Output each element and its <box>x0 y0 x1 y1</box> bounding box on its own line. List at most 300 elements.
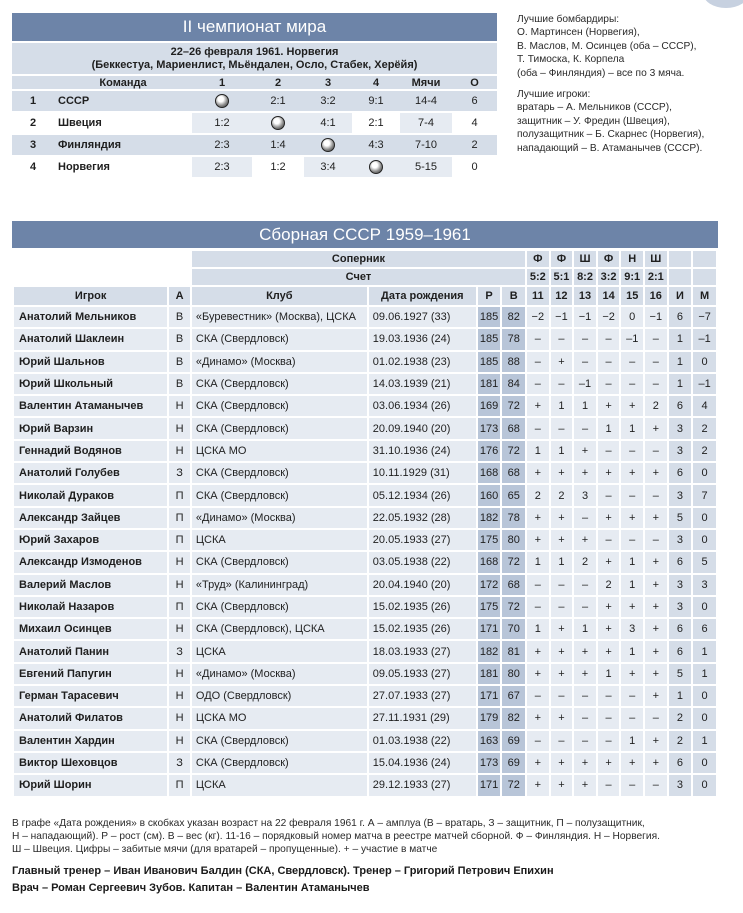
player-height: 181 <box>478 664 501 684</box>
player-name: Александр Измоденов <box>14 552 167 572</box>
player-club: СКА (Свердловск) <box>192 485 367 505</box>
best-players-line: вратарь – А. Мельников (СССР), <box>517 102 672 114</box>
match-stat: + <box>527 508 549 528</box>
match-stat: −1 <box>645 307 667 327</box>
match-stat: 1 <box>598 418 620 438</box>
header-player: Игрок <box>14 287 167 305</box>
player-height: 173 <box>478 418 501 438</box>
player-name: Анатолий Шаклеин <box>14 329 167 349</box>
footnotes <box>12 817 732 856</box>
opponent-code: Ф <box>527 251 549 267</box>
player-role: Н <box>169 552 190 572</box>
player-role: В <box>169 374 190 394</box>
match-result: 9:1 <box>352 91 400 111</box>
match-stat: – <box>527 575 549 595</box>
player-games: 6 <box>669 552 692 572</box>
player-games: 6 <box>669 753 692 773</box>
match-stat: + <box>574 530 596 550</box>
match-stat: – <box>551 597 573 617</box>
match-score: 8:2 <box>574 269 596 285</box>
player-row <box>14 307 716 327</box>
player-row <box>14 686 716 706</box>
player-weight: 82 <box>502 708 525 728</box>
player-row <box>14 619 716 639</box>
opponent-code: Ф <box>551 251 573 267</box>
player-club: ОДО (Свердловск) <box>192 686 367 706</box>
opponent-code: Н <box>621 251 643 267</box>
player-goals: 0 <box>693 352 716 372</box>
player-games: 3 <box>669 775 692 795</box>
roster-title: Сборная СССР 1959–1961 <box>12 221 718 248</box>
match-stat: – <box>527 731 549 751</box>
player-role: П <box>169 775 190 795</box>
match-stat: –1 <box>574 374 596 394</box>
player-height: 169 <box>478 396 501 416</box>
match-stat: – <box>527 686 549 706</box>
match-stat: + <box>598 508 620 528</box>
match-result: 1:2 <box>270 161 286 173</box>
match-stat: + <box>574 775 596 795</box>
match-score: 5:1 <box>551 269 573 285</box>
player-height: 176 <box>478 441 501 461</box>
match-stat: 1 <box>598 664 620 684</box>
player-row <box>14 775 716 795</box>
match-stat: + <box>527 530 549 550</box>
world-championship-table <box>12 13 497 179</box>
match-stat: + <box>551 641 573 661</box>
match-score: 5:2 <box>527 269 549 285</box>
player-goals: –1 <box>693 374 716 394</box>
player-role: В <box>169 307 190 327</box>
match-stat: – <box>621 530 643 550</box>
match-stat: – <box>574 708 596 728</box>
match-stat: – <box>574 597 596 617</box>
player-games: 3 <box>669 418 692 438</box>
player-weight: 72 <box>502 775 525 795</box>
notes-gap <box>517 80 739 88</box>
match-stat: + <box>551 352 573 372</box>
match-stat: – <box>621 708 643 728</box>
match-stat: + <box>645 418 667 438</box>
match-stat: + <box>645 463 667 483</box>
match-stat: – <box>598 686 620 706</box>
player-row <box>14 530 716 550</box>
team-rank: 3 <box>12 135 54 155</box>
player-name: Николай Дураков <box>14 485 167 505</box>
player-weight: 70 <box>502 619 525 639</box>
team-rank: 1 <box>12 91 54 111</box>
match-stat: + <box>645 619 667 639</box>
player-name: Юрий Варзин <box>14 418 167 438</box>
match-stat: + <box>621 597 643 617</box>
player-row <box>14 352 716 372</box>
match-stat: 1 <box>551 396 573 416</box>
goals-ratio: 7-10 <box>400 135 452 155</box>
match-stat: + <box>645 686 667 706</box>
player-role: П <box>169 530 190 550</box>
player-height: 171 <box>478 686 501 706</box>
player-games: 3 <box>669 530 692 550</box>
opponent-code: Ш <box>574 251 596 267</box>
match-stat: – <box>645 352 667 372</box>
player-games: 5 <box>669 664 692 684</box>
match-result: 2:3 <box>192 135 252 155</box>
match-stat: 3 <box>574 485 596 505</box>
match-stat: – <box>598 708 620 728</box>
self-match-puck <box>352 157 400 177</box>
player-role: П <box>169 485 190 505</box>
match-stat: + <box>645 641 667 661</box>
match-stat: −1 <box>574 307 596 327</box>
header-match: 11 <box>527 287 549 305</box>
player-goals: 1 <box>693 664 716 684</box>
ussr-roster-table <box>12 221 718 798</box>
match-stat: 3 <box>621 619 643 639</box>
standings-row <box>12 91 497 111</box>
player-goals: 0 <box>693 508 716 528</box>
player-birthdate: 14.03.1939 (21) <box>369 374 476 394</box>
opponent-row <box>14 251 716 267</box>
player-games: 3 <box>669 441 692 461</box>
player-weight: 69 <box>502 753 525 773</box>
standings-table <box>12 74 497 179</box>
footnote-line: Н – нападающий). Р – рост (см). В – вес (кг). 11-16 – порядковый номер матча в реестре матчей сборной. Ф – Финляндия. Н – Норвегия. <box>12 831 660 842</box>
match-stat: + <box>527 775 549 795</box>
match-stat: – <box>621 775 643 795</box>
match-stat: – <box>645 775 667 795</box>
top-scorers-line: В. Маслов, М. Осинцев (оба – СССР), <box>517 40 697 52</box>
match-stat: – <box>574 352 596 372</box>
match-stat: 1 <box>527 552 549 572</box>
player-games: 6 <box>669 619 692 639</box>
player-goals: 1 <box>693 731 716 751</box>
match-stat: + <box>574 753 596 773</box>
player-name: Анатолий Филатов <box>14 708 167 728</box>
player-weight: 72 <box>502 396 525 416</box>
player-role: Н <box>169 686 190 706</box>
player-club: СКА (Свердловск) <box>192 418 367 438</box>
player-row <box>14 641 716 661</box>
match-stat: 1 <box>527 441 549 461</box>
world-championship-title: II чемпионат мира <box>12 13 497 41</box>
match-stat: – <box>598 441 620 461</box>
player-role: Н <box>169 731 190 751</box>
match-stat: + <box>598 753 620 773</box>
match-stat: + <box>645 753 667 773</box>
match-stat: + <box>621 508 643 528</box>
player-row <box>14 485 716 505</box>
player-club: СКА (Свердловск) <box>192 753 367 773</box>
match-stat: 1 <box>621 418 643 438</box>
player-birthdate: 01.02.1938 (23) <box>369 352 476 372</box>
header-height: Р <box>478 287 501 305</box>
match-stat: 1 <box>551 441 573 461</box>
player-height: 168 <box>478 552 501 572</box>
match-stat: + <box>645 664 667 684</box>
header-col-1: 1 <box>192 76 252 89</box>
match-stat: 1 <box>621 575 643 595</box>
match-stat: + <box>621 396 643 416</box>
player-birthdate: 03.05.1938 (22) <box>369 552 476 572</box>
player-name: Анатолий Панин <box>14 641 167 661</box>
player-role: Н <box>169 664 190 684</box>
match-stat: + <box>527 396 549 416</box>
player-birthdate: 03.06.1934 (26) <box>369 396 476 416</box>
player-games: 6 <box>669 396 692 416</box>
world-championship-info <box>12 43 497 74</box>
match-stat: – <box>527 418 549 438</box>
goals-ratio: 5-15 <box>400 157 452 177</box>
player-goals: 0 <box>693 753 716 773</box>
player-club: СКА (Свердловск) <box>192 463 367 483</box>
team-points: 0 <box>471 161 478 173</box>
self-match-puck <box>192 91 252 111</box>
match-stat: + <box>645 731 667 751</box>
team-rank: 2 <box>29 117 37 129</box>
header-goals: М <box>693 287 716 305</box>
player-birthdate: 15.02.1935 (26) <box>369 597 476 617</box>
match-stat: + <box>574 641 596 661</box>
match-stat: + <box>551 508 573 528</box>
player-weight: 69 <box>502 731 525 751</box>
match-stat: 1 <box>621 731 643 751</box>
player-goals: 0 <box>693 686 716 706</box>
header-match: 15 <box>621 287 643 305</box>
player-club: ЦСКА <box>192 775 367 795</box>
header-match: 13 <box>574 287 596 305</box>
player-weight: 65 <box>502 485 525 505</box>
match-stat: – <box>551 418 573 438</box>
match-stat: 1 <box>551 552 573 572</box>
player-goals: –1 <box>693 329 716 349</box>
player-club: СКА (Свердловск) <box>192 731 367 751</box>
player-club: СКА (Свердловск) <box>192 374 367 394</box>
championship-dates: 22–26 февраля 1961. Норвегия <box>170 46 339 58</box>
championship-venues: (Беккестуа, Мариенлист, Мьёндален, Осло, Стабек, Херёйя) <box>91 59 418 71</box>
match-stat: – <box>598 530 620 550</box>
player-club: «Труд» (Калининград) <box>192 575 367 595</box>
player-birthdate: 27.11.1931 (29) <box>369 708 476 728</box>
player-birthdate: 15.02.1935 (26) <box>369 619 476 639</box>
player-club: СКА (Свердловск) <box>192 396 367 416</box>
player-height: 175 <box>478 597 501 617</box>
match-stat: – <box>645 708 667 728</box>
player-goals: 0 <box>693 775 716 795</box>
player-birthdate: 31.10.1936 (24) <box>369 441 476 461</box>
header-col-4: 4 <box>352 76 400 89</box>
player-height: 173 <box>478 753 501 773</box>
team-name: Финляндия <box>54 135 192 155</box>
player-role: З <box>169 753 190 773</box>
team-points: 6 <box>452 91 497 111</box>
player-name: Юрий Школьный <box>14 374 167 394</box>
match-score: 3:2 <box>598 269 620 285</box>
match-stat: + <box>574 463 596 483</box>
player-weight: 72 <box>502 552 525 572</box>
player-row <box>14 374 716 394</box>
player-weight: 78 <box>502 508 525 528</box>
header-match: 12 <box>551 287 573 305</box>
player-games: 3 <box>669 597 692 617</box>
player-club: «Динамо» (Москва) <box>192 664 367 684</box>
player-weight: 82 <box>502 307 525 327</box>
player-games: 3 <box>669 485 692 505</box>
player-row <box>14 731 716 751</box>
match-stat: – <box>551 575 573 595</box>
player-weight: 72 <box>502 597 525 617</box>
best-players-line: полузащитник – Б. Скарнес (Норвегия), <box>517 129 705 141</box>
match-result: 2:3 <box>192 157 252 177</box>
player-height: 185 <box>478 307 501 327</box>
player-row <box>14 708 716 728</box>
match-stat: + <box>645 508 667 528</box>
footnote-line: В графе «Дата рождения» в скобках указан возраст на 22 февраля 1961 г. А – амплуа (В – вратарь, З – защитник, П – полузащитник, <box>12 818 645 829</box>
player-weight: 88 <box>502 352 525 372</box>
player-weight: 68 <box>502 463 525 483</box>
player-row <box>14 329 716 349</box>
match-stat: – <box>574 418 596 438</box>
staff-line: Главный тренер – Иван Иванович Балдин (СКА, Свердловск). Тренер – Григорий Петрович Епихин <box>12 865 554 877</box>
match-result: 4:1 <box>304 113 352 133</box>
player-name: Валентин Атаманычев <box>14 396 167 416</box>
match-stat: −2 <box>598 307 620 327</box>
match-stat: – <box>527 374 549 394</box>
match-score: 2:1 <box>645 269 667 285</box>
player-height: 172 <box>478 575 501 595</box>
player-name: Юрий Шальнов <box>14 352 167 372</box>
header-birth: Дата рождения <box>369 287 476 305</box>
match-stat: – <box>621 686 643 706</box>
standings-body <box>12 91 497 177</box>
team-points: 4 <box>471 117 478 129</box>
player-goals: 4 <box>693 396 716 416</box>
player-role: Н <box>169 418 190 438</box>
player-name: Евгений Папугин <box>14 664 167 684</box>
match-stat: + <box>645 597 667 617</box>
player-height: 179 <box>478 708 501 728</box>
player-birthdate: 18.03.1933 (27) <box>369 641 476 661</box>
roster-body <box>14 307 716 796</box>
player-club: СКА (Свердловск) <box>192 597 367 617</box>
team-name: Норвегия <box>58 161 110 173</box>
player-goals: 7 <box>693 485 716 505</box>
match-stat: – <box>598 329 620 349</box>
player-weight: 80 <box>502 664 525 684</box>
player-birthdate: 20.09.1940 (20) <box>369 418 476 438</box>
match-stat: + <box>551 708 573 728</box>
header-goals: Мячи <box>400 76 452 89</box>
player-height: 171 <box>478 775 501 795</box>
player-height: 181 <box>478 374 501 394</box>
match-score: 9:1 <box>621 269 643 285</box>
puck-icon <box>215 94 229 108</box>
player-role: В <box>169 352 190 372</box>
self-match-puck <box>252 113 304 133</box>
match-stat: −1 <box>551 307 573 327</box>
header-col-3: 3 <box>304 76 352 89</box>
player-name: Александр Зайцев <box>14 508 167 528</box>
match-stat: – <box>598 352 620 372</box>
player-name: Геннадий Водянов <box>14 441 167 461</box>
puck-icon <box>271 116 285 130</box>
match-stat: + <box>621 753 643 773</box>
player-weight: 78 <box>502 329 525 349</box>
match-stat: 1 <box>574 619 596 639</box>
player-row <box>14 575 716 595</box>
goals-ratio: 14-4 <box>400 91 452 111</box>
match-stat: – <box>551 329 573 349</box>
player-games: 5 <box>669 508 692 528</box>
player-role: Н <box>169 396 190 416</box>
player-birthdate: 22.05.1932 (28) <box>369 508 476 528</box>
roster-header <box>14 287 716 305</box>
player-games: 6 <box>669 307 692 327</box>
player-goals: 0 <box>693 708 716 728</box>
match-stat: + <box>574 441 596 461</box>
player-games: 6 <box>669 463 692 483</box>
match-stat: – <box>527 329 549 349</box>
player-height: 175 <box>478 530 501 550</box>
player-height: 171 <box>478 619 501 639</box>
header-rank <box>12 76 54 89</box>
match-stat: + <box>527 708 549 728</box>
player-games: 2 <box>669 708 692 728</box>
player-row <box>14 597 716 617</box>
player-weight: 68 <box>502 418 525 438</box>
match-stat: −2 <box>527 307 549 327</box>
staff-line: Врач – Роман Сергеевич Зубов. Капитан – Валентин Атаманычев <box>12 882 370 894</box>
match-stat: – <box>574 575 596 595</box>
match-stat: 2 <box>598 575 620 595</box>
player-birthdate: 09.06.1927 (33) <box>369 307 476 327</box>
player-club: ЦСКА <box>192 641 367 661</box>
player-height: 182 <box>478 508 501 528</box>
match-stat: + <box>598 641 620 661</box>
player-goals: 0 <box>693 530 716 550</box>
player-club: СКА (Свердловск) <box>192 552 367 572</box>
standings-row <box>12 157 497 177</box>
match-stat: – <box>645 374 667 394</box>
match-stat: 0 <box>621 307 643 327</box>
player-club: ЦСКА МО <box>192 708 367 728</box>
match-stat: – <box>645 485 667 505</box>
match-stat: – <box>598 775 620 795</box>
match-stat: + <box>551 619 573 639</box>
match-stat: + <box>645 575 667 595</box>
match-stat: – <box>621 441 643 461</box>
player-row <box>14 664 716 684</box>
match-result: 3:2 <box>304 91 352 111</box>
match-stat: + <box>598 552 620 572</box>
match-stat: + <box>598 396 620 416</box>
player-games: 1 <box>669 329 692 349</box>
team-name: Швеция <box>58 117 102 129</box>
match-stat: + <box>645 552 667 572</box>
player-name: Анатолий Мельников <box>14 307 167 327</box>
player-goals: 0 <box>693 597 716 617</box>
match-stat: – <box>645 441 667 461</box>
player-role: В <box>169 329 190 349</box>
player-birthdate: 19.03.1936 (24) <box>369 329 476 349</box>
match-stat: + <box>527 463 549 483</box>
match-result: 2:1 <box>252 91 304 111</box>
best-players-title: Лучшие игроки: <box>517 89 591 101</box>
player-goals: 3 <box>693 575 716 595</box>
player-club: ЦСКА <box>192 530 367 550</box>
standings-row <box>12 135 497 155</box>
match-stat: – <box>551 731 573 751</box>
match-stat: + <box>527 641 549 661</box>
